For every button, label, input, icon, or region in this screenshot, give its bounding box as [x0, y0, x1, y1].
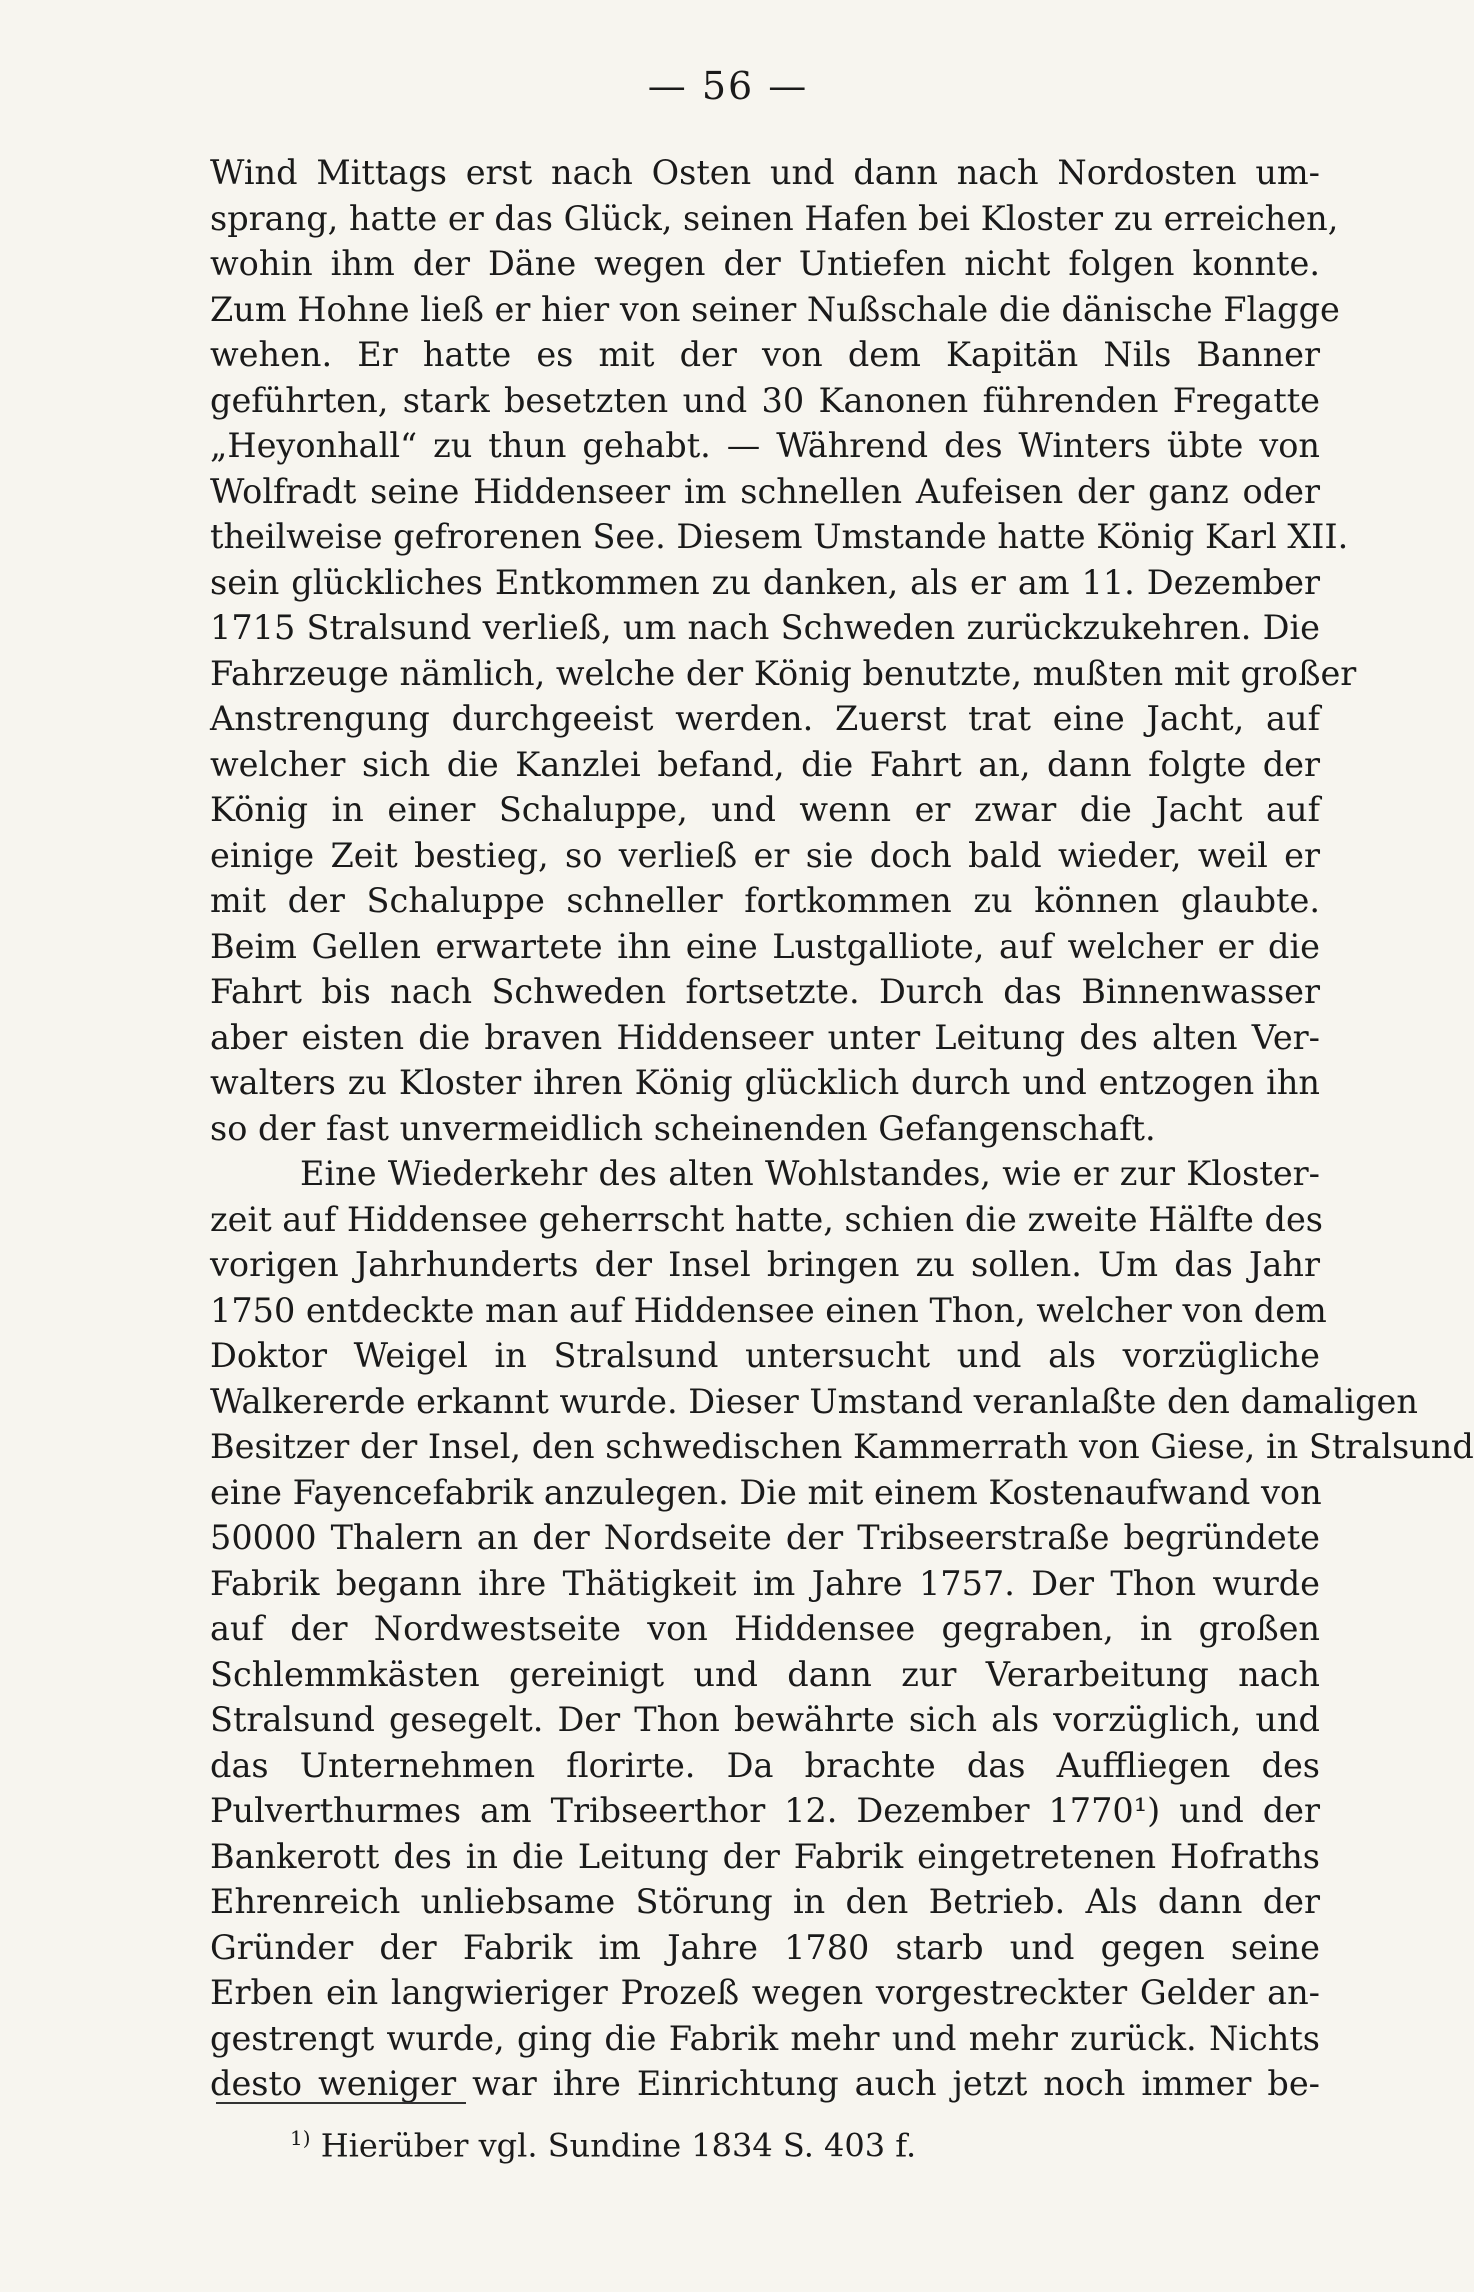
text-line: Walkererde erkannt wurde. Dieser Umstand veranlaßte den damaligen [210, 1381, 1418, 1421]
text-line: Pulverthurmes am Tribseerthor 12. Dezember 1770¹) und der [210, 1791, 1320, 1830]
text-line: Stralsund gesegelt. Der Thon bewährte sich als vorzüglich, und [210, 1700, 1320, 1739]
text-line: Doktor Weigel in Stralsund untersucht und als vorzügliche [210, 1336, 1320, 1375]
footnote-marker: 1) [290, 2126, 311, 2150]
text-line: Erben ein langwieriger Prozeß wegen vorgestreckter Gelder an- [210, 1973, 1320, 2012]
text-line: „Heyonhall“ zu thun gehabt. — Während des Winters übte von [210, 426, 1320, 465]
text-line: Schlemmkästen gereinigt und dann zur Verarbeitung nach [210, 1654, 1320, 1694]
text-line: theilweise gefrorenen See. Diesem Umstande hatte König Karl XII. [210, 517, 1349, 556]
text-line: einige Zeit bestieg, so verließ er sie doch bald wieder, weil er [210, 835, 1320, 875]
text-line: sprang, hatte er das Glück, seinen Hafen bei Kloster zu erreichen, [210, 198, 1339, 238]
text-line: mit der Schaluppe schneller fortkommen zu können glaubte. [210, 881, 1320, 920]
text-line: welcher sich die Kanzlei befand, die Fahrt an, dann folgte der [210, 744, 1320, 784]
paragraph-1 [210, 150, 1357, 1151]
text-line: geführten, stark besetzten und 30 Kanonen führenden Fregatte [210, 380, 1320, 420]
body-text [210, 150, 1474, 2107]
text-line: König in einer Schaluppe, und wenn er zwar die Jacht auf [210, 790, 1320, 829]
text-line: Wolfradt seine Hiddenseer im schnellen Aufeisen der ganz oder [210, 471, 1320, 511]
text-line: aber eisten die braven Hiddenseer unter Leitung des alten Ver- [210, 1017, 1320, 1057]
text-line: Bankerott des in die Leitung der Fabrik eingetretenen Hofraths [210, 1836, 1320, 1876]
text-line: Fabrik begann ihre Thätigkeit im Jahre 1757. Der Thon wurde [210, 1563, 1320, 1603]
text-line: so der fast unvermeidlich scheinenden Gefangenschaft. [210, 1108, 1156, 1148]
text-line: wehen. Er hatte es mit der von dem Kapitän Nils Banner [210, 335, 1320, 374]
footnote [290, 2126, 916, 2165]
text-line: desto weniger war ihre Einrichtung auch jetzt noch immer be- [210, 2064, 1320, 2103]
text-line: Gründer der Fabrik im Jahre 1780 starb und gegen seine [210, 1927, 1320, 1967]
text-line: Fahrt bis nach Schweden fortsetzte. Durch das Binnenwasser [210, 972, 1320, 1011]
page-number: — 56 — [647, 64, 809, 108]
text-line: auf der Nordwestseite von Hiddensee gegraben, in großen [210, 1609, 1320, 1648]
text-line: walters zu Kloster ihren König glücklich durch und entzogen ihn [210, 1063, 1320, 1102]
text-line: Beim Gellen erwartete ihn eine Lustgalliote, auf welcher er die [210, 926, 1320, 966]
text-line: 1750 entdeckte man auf Hiddensee einen Thon, welcher von dem [210, 1290, 1327, 1330]
text-line: Ehrenreich unliebsame Störung in den Betrieb. Als dann der [210, 1882, 1320, 1921]
text-line: Anstrengung durchgeeist werden. Zuerst trat eine Jacht, auf [210, 699, 1320, 738]
paragraph-2 [210, 1151, 1474, 2107]
text-line: Wind Mittags erst nach Osten und dann nach Nordosten um- [210, 153, 1320, 192]
footnote-text: Hierüber vgl. Sundine 1834 S. 403 f. [310, 2126, 917, 2165]
text-line: zeit auf Hiddensee geherrscht hatte, schien die zweite Hälfte des [210, 1199, 1323, 1239]
text-line: 50000 Thalern an der Nordseite der Tribseerstraße begründete [210, 1518, 1320, 1557]
text-line: sein glückliches Entkommen zu danken, als er am 11. Dezember [210, 562, 1320, 602]
text-line: 1715 Stralsund verließ, um nach Schweden zurückzukehren. Die [210, 608, 1320, 647]
footnote-divider [216, 2102, 466, 2104]
text-line: das Unternehmen florirte. Da brachte das Auffliegen des [210, 1745, 1320, 1785]
text-line: Eine Wiederkehr des alten Wohlstandes, wie er zur Kloster- [300, 1154, 1320, 1193]
text-line: eine Fayencefabrik anzulegen. Die mit einem Kostenaufwand von [210, 1472, 1322, 1512]
text-line: Fahrzeuge nämlich, welche der König benutzte, mußten mit großer [210, 653, 1357, 693]
text-line: Zum Hohne ließ er hier von seiner Nußschale die dänische Flagge [210, 289, 1340, 329]
text-line: wohin ihm der Däne wegen der Untiefen nicht folgen konnte. [210, 244, 1320, 283]
text-line: vorigen Jahrhunderts der Insel bringen zu sollen. Um das Jahr [210, 1245, 1320, 1284]
text-line: gestrengt wurde, ging die Fabrik mehr und mehr zurück. Nichts [210, 2018, 1320, 2058]
text-line: Besitzer der Insel, den schwedischen Kammerrath von Giese, in Stralsund [210, 1427, 1474, 1466]
